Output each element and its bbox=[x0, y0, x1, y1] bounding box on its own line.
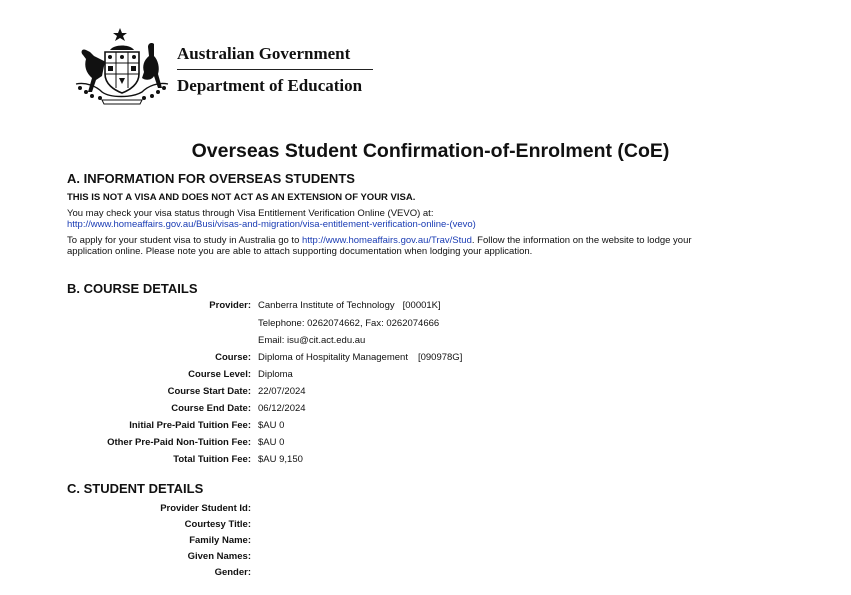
not-visa-notice: THIS IS NOT A VISA AND DOES NOT ACT AS AN EXTENSION OF YOUR VISA. bbox=[67, 192, 416, 203]
course-code: [090978G] bbox=[417, 352, 463, 363]
gender-label: Gender: bbox=[214, 567, 251, 578]
course-level-value: Diploma bbox=[258, 369, 293, 380]
course-level-row bbox=[0, 368, 851, 382]
student-id-label: Provider Student Id: bbox=[160, 503, 251, 514]
student-id-row bbox=[0, 502, 851, 516]
provider-code: [00001K] bbox=[402, 300, 441, 311]
given-names-label: Given Names: bbox=[187, 551, 251, 562]
course-start-row bbox=[0, 385, 851, 399]
course-row bbox=[0, 351, 851, 365]
coat-of-arms-icon bbox=[72, 26, 172, 106]
total-fee-row bbox=[0, 453, 851, 467]
family-name-row bbox=[0, 534, 851, 548]
course-start-value: 22/07/2024 bbox=[258, 386, 306, 397]
course-end-row bbox=[0, 402, 851, 416]
initial-fee-label: Initial Pre-Paid Tuition Fee: bbox=[129, 420, 251, 431]
student-visa-link[interactable]: http://www.homeaffairs.gov.au/Trav/Stud bbox=[302, 235, 472, 246]
apply-text-post: . Follow the information on the website to lodge your bbox=[471, 235, 692, 246]
course-start-label: Course Start Date: bbox=[167, 386, 251, 397]
section-b-heading: B. COURSE DETAILS bbox=[67, 281, 198, 296]
total-fee-label: Total Tuition Fee: bbox=[173, 454, 251, 465]
course-name: Diploma of Hospitality Management bbox=[258, 352, 408, 363]
course-label: Course: bbox=[215, 352, 251, 363]
section-a-heading: A. INFORMATION FOR OVERSEAS STUDENTS bbox=[67, 171, 355, 186]
provider-email: Email: isu@cit.act.edu.au bbox=[258, 335, 366, 346]
other-fee-label: Other Pre-Paid Non-Tuition Fee: bbox=[107, 437, 251, 448]
initial-fee-value: $AU 0 bbox=[258, 420, 285, 431]
provider-telephone: Telephone: 0262074662, Fax: 0262074666 bbox=[258, 318, 440, 329]
other-fee-value: $AU 0 bbox=[258, 437, 285, 448]
course-value bbox=[258, 351, 462, 365]
provider-row bbox=[0, 299, 851, 313]
provider-name: Canberra Institute of Technology bbox=[258, 300, 395, 311]
apply-visa-text-line2: application online. Please note you are able to attach supporting documentation when lodging your application. bbox=[67, 246, 533, 257]
family-name-label: Family Name: bbox=[189, 535, 251, 546]
vevo-link[interactable]: http://www.homeaffairs.gov.au/Busi/visas-and-migration/visa-entitlement-verification-online-(vevo) bbox=[67, 219, 476, 230]
given-names-row bbox=[0, 550, 851, 564]
gender-row bbox=[0, 566, 851, 580]
courtesy-title-row bbox=[0, 518, 851, 532]
branding-divider bbox=[177, 69, 373, 70]
section-c-heading: C. STUDENT DETAILS bbox=[67, 481, 204, 496]
government-branding bbox=[177, 44, 377, 96]
department-name: Department of Education bbox=[177, 76, 363, 95]
vevo-check-text: You may check your visa status through Visa Entitlement Verification Online (VEVO) at: bbox=[67, 208, 434, 219]
initial-fee-row bbox=[0, 419, 851, 433]
course-level-label: Course Level: bbox=[188, 369, 251, 380]
other-fee-row bbox=[0, 436, 851, 450]
apply-visa-text bbox=[67, 235, 692, 246]
apply-text-pre: To apply for your student visa to study in Australia go to bbox=[67, 235, 302, 246]
total-fee-value: $AU 9,150 bbox=[258, 454, 303, 465]
course-end-label: Course End Date: bbox=[171, 403, 251, 414]
provider-value bbox=[258, 299, 441, 313]
course-end-value: 06/12/2024 bbox=[258, 403, 306, 414]
provider-label: Provider: bbox=[209, 300, 251, 311]
government-name: Australian Government bbox=[177, 44, 351, 63]
courtesy-title-label: Courtesy Title: bbox=[184, 519, 251, 530]
document-title: Overseas Student Confirmation-of-Enrolment (CoE) bbox=[191, 140, 670, 162]
